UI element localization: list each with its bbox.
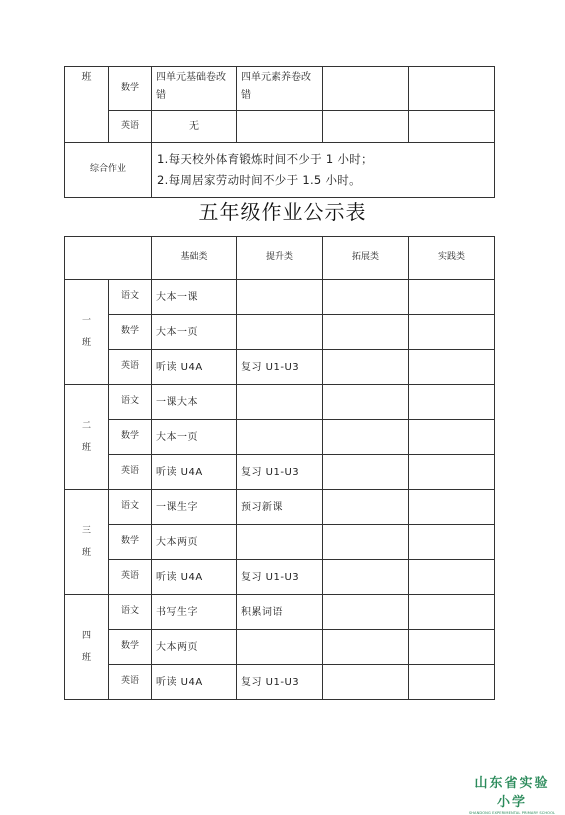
extend-cell <box>323 67 409 111</box>
practice-cell <box>409 385 495 420</box>
header-basic: 基础类 <box>152 237 237 280</box>
subject-cell: 英语 <box>109 111 152 143</box>
practice-cell <box>409 315 495 350</box>
practice-cell <box>409 111 495 143</box>
comprehensive-label: 综合作业 <box>65 143 152 198</box>
basic-cell: 大本一课 <box>152 280 237 315</box>
extend-cell <box>323 490 409 525</box>
basic-cell: 听读 U4A <box>152 665 237 700</box>
header-extend: 拓展类 <box>323 237 409 280</box>
advanced-cell <box>237 420 323 455</box>
advanced-cell <box>237 315 323 350</box>
class-label-2: 二 班 <box>65 385 109 490</box>
extend-cell <box>323 595 409 630</box>
extend-cell <box>323 420 409 455</box>
comprehensive-item: 1.每天校外体育锻炼时间不少于 1 小时； <box>157 152 373 166</box>
basic-cell: 无 <box>152 111 237 143</box>
advanced-cell: 四单元素养卷改错 <box>237 67 323 111</box>
class-label-1: 一 班 <box>65 280 109 385</box>
subject-cell: 数学 <box>109 525 152 560</box>
basic-cell: 听读 U4A <box>152 560 237 595</box>
subject-cell: 英语 <box>109 350 152 385</box>
advanced-cell <box>237 525 323 560</box>
comprehensive-content <box>152 143 495 198</box>
subject-cell: 英语 <box>109 455 152 490</box>
comprehensive-item: 2.每周居家劳动时间不少于 1.5 小时。 <box>157 173 361 187</box>
advanced-cell: 复习 U1-U3 <box>237 350 323 385</box>
basic-cell: 听读 U4A <box>152 350 237 385</box>
practice-cell <box>409 420 495 455</box>
advanced-cell: 复习 U1-U3 <box>237 455 323 490</box>
extend-cell <box>323 111 409 143</box>
school-name-en: SHANDONG EXPERIMENTAL PRIMARY SCHOOL <box>468 811 556 815</box>
top-homework-table <box>64 66 495 198</box>
advanced-cell: 积累词语 <box>237 595 323 630</box>
header-advanced: 提升类 <box>237 237 323 280</box>
school-name-cn: 山东省实验小学 <box>474 776 550 810</box>
practice-cell <box>409 595 495 630</box>
extend-cell <box>323 665 409 700</box>
subject-cell: 英语 <box>109 665 152 700</box>
subject-cell: 数学 <box>109 630 152 665</box>
subject-cell: 语文 <box>109 595 152 630</box>
practice-cell <box>409 67 495 111</box>
grade5-homework-table <box>64 236 495 700</box>
class-label-3: 三 班 <box>65 490 109 595</box>
class-label-fragment: 班 <box>65 67 109 143</box>
basic-cell: 四单元基础卷改错 <box>152 67 237 111</box>
basic-cell: 大本两页 <box>152 630 237 665</box>
extend-cell <box>323 525 409 560</box>
extend-cell <box>323 315 409 350</box>
basic-cell: 书写生字 <box>152 595 237 630</box>
practice-cell <box>409 455 495 490</box>
school-logo <box>468 772 556 815</box>
subject-cell: 语文 <box>109 280 152 315</box>
practice-cell <box>409 525 495 560</box>
advanced-cell: 预习新课 <box>237 490 323 525</box>
basic-cell: 一课生字 <box>152 490 237 525</box>
extend-cell <box>323 385 409 420</box>
subject-cell: 语文 <box>109 385 152 420</box>
subject-cell: 数学 <box>109 67 152 111</box>
practice-cell <box>409 665 495 700</box>
page-title: 五年级作业公示表 <box>198 200 367 224</box>
extend-cell <box>323 455 409 490</box>
practice-cell <box>409 560 495 595</box>
extend-cell <box>323 280 409 315</box>
advanced-cell <box>237 111 323 143</box>
subject-cell: 数学 <box>109 420 152 455</box>
advanced-cell <box>237 630 323 665</box>
practice-cell <box>409 280 495 315</box>
basic-cell: 大本两页 <box>152 525 237 560</box>
header-practice: 实践类 <box>409 237 495 280</box>
practice-cell <box>409 350 495 385</box>
class-label-4: 四 班 <box>65 595 109 700</box>
basic-cell: 大本一页 <box>152 315 237 350</box>
advanced-cell <box>237 385 323 420</box>
practice-cell <box>409 490 495 525</box>
advanced-cell: 复习 U1-U3 <box>237 560 323 595</box>
practice-cell <box>409 630 495 665</box>
extend-cell <box>323 560 409 595</box>
advanced-cell <box>237 280 323 315</box>
subject-cell: 数学 <box>109 315 152 350</box>
extend-cell <box>323 630 409 665</box>
extend-cell <box>323 350 409 385</box>
basic-cell: 听读 U4A <box>152 455 237 490</box>
advanced-cell: 复习 U1-U3 <box>237 665 323 700</box>
basic-cell: 一课大本 <box>152 385 237 420</box>
basic-cell: 大本一页 <box>152 420 237 455</box>
subject-cell: 语文 <box>109 490 152 525</box>
subject-cell: 英语 <box>109 560 152 595</box>
header-blank <box>65 237 152 280</box>
